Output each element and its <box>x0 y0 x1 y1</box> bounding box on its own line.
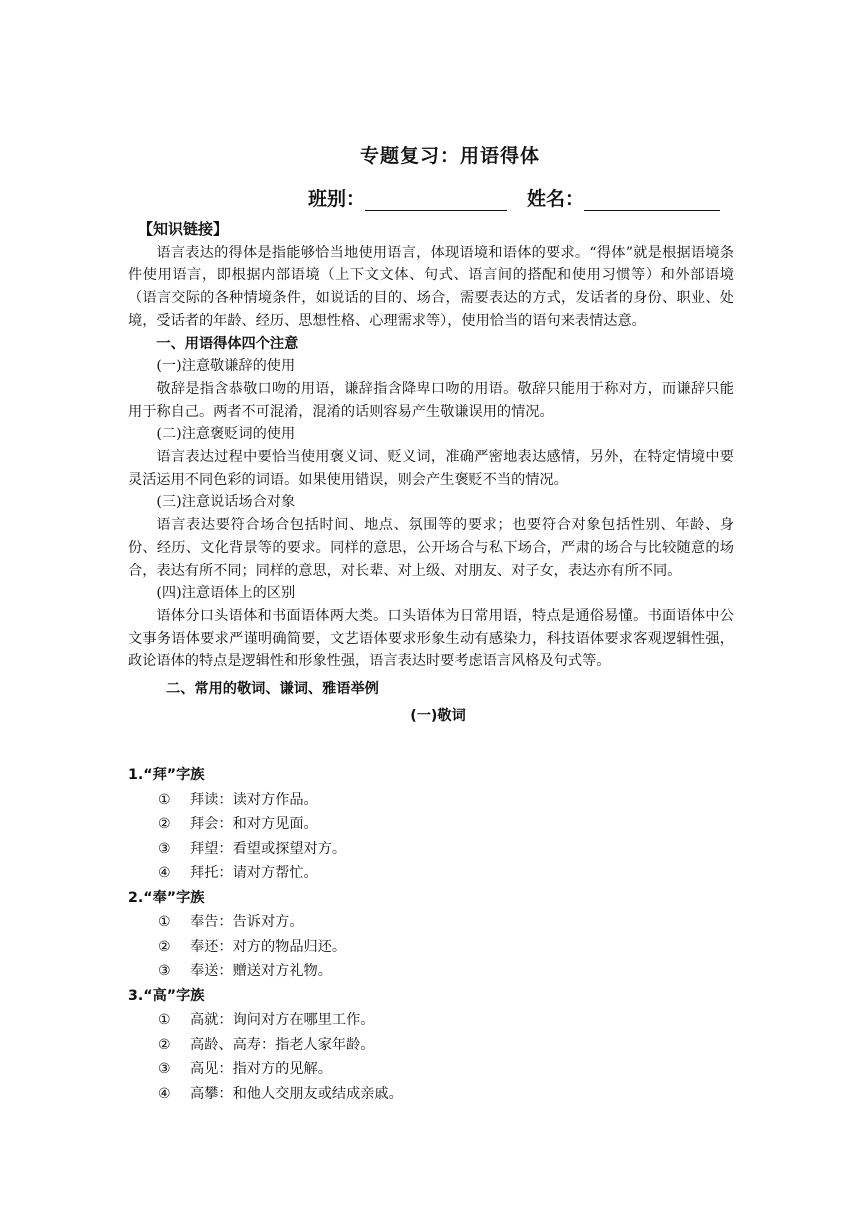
section-heading-2: 二、常用的敬词、谦词、雅语举例 <box>166 681 379 698</box>
item-number: ② <box>158 938 171 955</box>
group-heading: 3.“高”字族 <box>128 987 205 1004</box>
group-heading: 1.“拜”字族 <box>128 767 205 784</box>
item-number: ④ <box>158 865 171 882</box>
jingci-heading: (一)敬词 <box>410 707 466 724</box>
item-number: ① <box>158 1012 171 1029</box>
note-title: (二)注意褒贬词的使用 <box>156 426 296 443</box>
item-number: ② <box>158 1036 171 1053</box>
item-text: 拜读：读对方作品。 <box>190 791 318 808</box>
page-title: 专题复习：用语得体 <box>359 145 540 167</box>
note-paragraph: 语体分口头语体和书面语体两大类。口头语体为日常用语，特点是通俗易懂。书面语体中公文事务语体要求严谨明确简要，文艺语体要求形象生动有感染力，科技语体要求客观逻辑性强，政论语体的特点是逻辑性和形象性强，语言表达时要考虑语言风格及句式等。 <box>128 607 734 670</box>
item-text: 拜会：和对方见面。 <box>190 816 318 833</box>
list-item <box>128 935 734 960</box>
item-number: ② <box>158 816 171 833</box>
document-body <box>128 218 734 1106</box>
group-heading: 2.“奉”字族 <box>128 889 205 906</box>
item-text: 奉送：赠送对方礼物。 <box>190 963 332 980</box>
note-title: (一)注意敬谦辞的使用 <box>156 358 296 375</box>
knowledge-heading: 【知识链接】 <box>138 220 229 238</box>
intro-paragraph: 语言表达的得体是指能够恰当地使用语言，体现语境和语体的要求。“得体”就是根据语境条件使用语言，即根据内部语境（上下文文体、句式、语言间的搭配和使用习惯等）和外部语境（语言交际的各种情境条件，如说话的目的、场合，需要表达的方式，发话者的身份、职业、处境，受话者的年龄、经历、思想性格、心理需求等），使用恰当的语句来表情达意。 <box>128 244 734 329</box>
note-title: (四)注意语体上的区别 <box>156 585 296 602</box>
class-name-line <box>308 184 720 211</box>
word-groups <box>128 763 734 1106</box>
item-number: ③ <box>158 963 171 980</box>
note-paragraph: 敬辞是指含恭敬口吻的用语，谦辞指含降卑口吻的用语。敬辞只能用于称对方，而谦辞只能用于称自己。两者不可混淆，混淆的话则容易产生敬谦误用的情况。 <box>128 380 734 420</box>
item-number: ① <box>158 914 171 931</box>
section-heading-1: 一、用语得体四个注意 <box>156 335 299 352</box>
item-text: 奉告：告诉对方。 <box>190 914 304 931</box>
list-item <box>128 837 734 862</box>
list-item <box>128 1008 734 1033</box>
item-text: 奉还：对方的物品归还。 <box>190 938 347 955</box>
note-title: (三)注意说话场合对象 <box>156 494 296 511</box>
name-blank[interactable] <box>584 190 720 211</box>
list-item <box>128 1033 734 1058</box>
note-paragraph: 语言表达要符合场合包括时间、地点、氛围等的要求；也要符合对象包括性别、年龄、身份、经历、文化背景等的要求。同样的意思，公开场合与私下场合，严肃的场合与比较随意的场合，表达有所不同；同样的意思，对长辈、对上级、对朋友、对子女，表达亦有所不同。 <box>128 517 734 579</box>
list-item <box>128 812 734 837</box>
list-item <box>128 910 734 935</box>
item-text: 高龄、高寿：指老人家年龄。 <box>190 1036 375 1053</box>
item-text: 高攀：和他人交朋友或结成亲戚。 <box>190 1085 403 1102</box>
note-paragraph: 语言表达过程中要恰当使用褒义词、贬义词，准确严密地表达感情，另外，在特定情境中要灵活运用不同色彩的词语。如果使用错误，则会产生褒贬不当的情况。 <box>128 449 734 488</box>
item-text: 拜托：请对方帮忙。 <box>190 865 318 882</box>
name-label: 姓名： <box>527 188 585 210</box>
item-text: 高就：询问对方在哪里工作。 <box>190 1012 375 1029</box>
list-item <box>128 1082 734 1107</box>
list-item <box>128 1057 734 1082</box>
item-text: 拜望：看望或探望对方。 <box>190 840 347 857</box>
item-text: 高见：指对方的见解。 <box>190 1061 332 1078</box>
item-number: ③ <box>158 840 171 857</box>
list-item <box>128 959 734 984</box>
list-item <box>128 861 734 886</box>
item-number: ③ <box>158 1061 171 1078</box>
item-number: ④ <box>158 1085 171 1102</box>
list-item <box>128 788 734 813</box>
item-number: ① <box>158 791 171 808</box>
class-label: 班别： <box>308 188 366 210</box>
class-blank[interactable] <box>365 190 507 211</box>
